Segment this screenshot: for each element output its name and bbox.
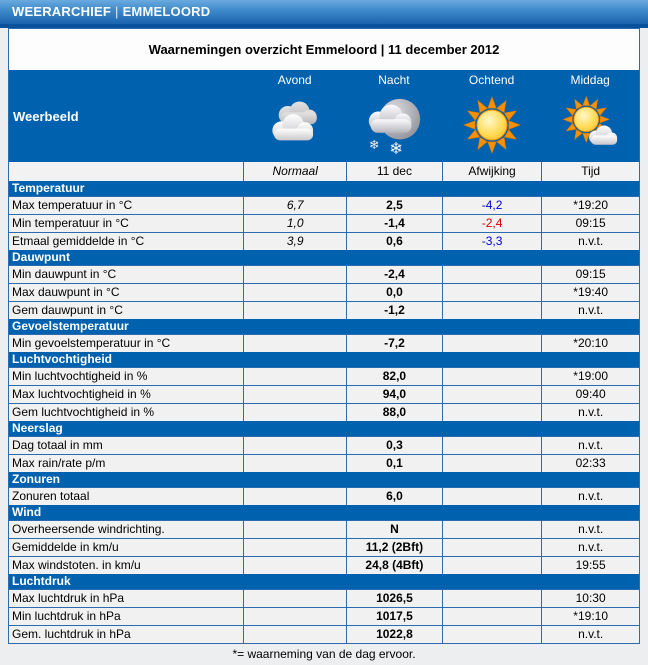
row-afwijking-value bbox=[442, 302, 542, 319]
row-label: Gemiddelde in km/u bbox=[12, 540, 119, 554]
row-normaal-value bbox=[243, 284, 346, 301]
row-normaal-value: 6,7 bbox=[243, 197, 346, 214]
row-normaal-value bbox=[243, 590, 346, 607]
row-tijd-value: *19:20 bbox=[541, 197, 639, 214]
row-measured-value: 0,0 bbox=[346, 284, 442, 301]
row-measured-value: 88,0 bbox=[346, 404, 442, 421]
table-row bbox=[9, 385, 639, 403]
column-header-normaal: Normaal bbox=[243, 162, 346, 181]
table-section bbox=[9, 574, 639, 643]
period-label-ochtend: Ochtend bbox=[468, 73, 515, 87]
row-normaal-value bbox=[243, 302, 346, 319]
table-row bbox=[9, 556, 639, 574]
section-header-label: Dauwpunt bbox=[12, 250, 70, 264]
table-row bbox=[9, 334, 639, 352]
row-afwijking-value bbox=[442, 488, 542, 505]
section-header-label: Luchtvochtigheid bbox=[12, 352, 112, 366]
table-row bbox=[9, 520, 639, 538]
moon-cloud-snow-icon bbox=[363, 87, 425, 162]
table-row bbox=[9, 607, 639, 625]
table-section bbox=[9, 250, 639, 319]
top-header-bar bbox=[0, 0, 648, 28]
row-measured-value: N bbox=[346, 521, 442, 538]
section-header-label: Gevoelstemperatuur bbox=[12, 319, 129, 333]
row-measured-value: 1017,5 bbox=[346, 608, 442, 625]
table-row bbox=[9, 265, 639, 283]
section-header bbox=[9, 574, 639, 589]
row-measured-value: 82,0 bbox=[346, 368, 442, 385]
row-tijd-value: 10:30 bbox=[541, 590, 639, 607]
table-row bbox=[9, 214, 639, 232]
row-afwijking-value bbox=[442, 266, 542, 283]
section-header bbox=[9, 319, 639, 334]
row-measured-value: -7,2 bbox=[346, 335, 442, 352]
observations-table bbox=[8, 28, 640, 644]
weerbeeld-row bbox=[9, 70, 639, 162]
row-tijd-value: n.v.t. bbox=[541, 404, 639, 421]
row-label: Min luchtdruk in hPa bbox=[12, 609, 121, 623]
table-row bbox=[9, 367, 639, 385]
sun-with-cloud-icon bbox=[560, 87, 620, 162]
row-label: Etmaal gemiddelde in °C bbox=[12, 234, 145, 248]
row-normaal-value bbox=[243, 368, 346, 385]
table-row bbox=[9, 454, 639, 472]
row-label: Min luchtvochtigheid in % bbox=[12, 369, 148, 383]
row-tijd-value: 09:40 bbox=[541, 386, 639, 403]
table-row bbox=[9, 403, 639, 421]
row-normaal-value bbox=[243, 608, 346, 625]
brand-separator: | bbox=[114, 4, 119, 19]
row-normaal-value bbox=[243, 539, 346, 556]
section-header bbox=[9, 421, 639, 436]
table-row bbox=[9, 538, 639, 556]
row-label: Min dauwpunt in °C bbox=[12, 267, 117, 281]
row-afwijking-value bbox=[442, 386, 542, 403]
section-header-label: Luchtdruk bbox=[12, 574, 71, 588]
section-header bbox=[9, 250, 639, 265]
section-header-label: Wind bbox=[12, 505, 42, 519]
period-label-avond: Avond bbox=[277, 73, 312, 87]
row-normaal-value bbox=[243, 404, 346, 421]
page-content bbox=[8, 28, 640, 661]
row-measured-value: 1026,5 bbox=[346, 590, 442, 607]
section-header-label: Temperatuur bbox=[12, 181, 85, 195]
row-tijd-value: 09:15 bbox=[541, 266, 639, 283]
footnote: *= waarneming van de dag ervoor. bbox=[232, 647, 416, 661]
row-tijd-value: *20:10 bbox=[541, 335, 639, 352]
row-afwijking-value: -2,4 bbox=[442, 215, 542, 232]
row-measured-value: 94,0 bbox=[346, 386, 442, 403]
cloudy-icon bbox=[266, 87, 324, 162]
row-tijd-value: n.v.t. bbox=[541, 488, 639, 505]
row-label: Max windstoten. in km/u bbox=[12, 558, 141, 572]
row-afwijking-value bbox=[442, 608, 542, 625]
row-label: Overheersende windrichting. bbox=[12, 522, 165, 536]
period-avond bbox=[243, 70, 346, 162]
row-label: Zonuren totaal bbox=[12, 489, 90, 503]
row-measured-value: 0,1 bbox=[346, 455, 442, 472]
row-label: Max temperatuur in °C bbox=[12, 198, 133, 212]
row-afwijking-value bbox=[442, 539, 542, 556]
table-row bbox=[9, 487, 639, 505]
row-normaal-value: 1,0 bbox=[243, 215, 346, 232]
row-tijd-value: 09:15 bbox=[541, 215, 639, 232]
row-afwijking-value bbox=[442, 557, 542, 574]
site-brand: WEERARCHIEF bbox=[12, 4, 111, 19]
row-label: Max rain/rate p/m bbox=[12, 456, 106, 470]
section-header bbox=[9, 505, 639, 520]
row-afwijking-value bbox=[442, 626, 542, 643]
row-tijd-value: n.v.t. bbox=[541, 437, 639, 454]
row-afwijking-value bbox=[442, 455, 542, 472]
row-afwijking-value bbox=[442, 590, 542, 607]
row-measured-value: 0,3 bbox=[346, 437, 442, 454]
row-normaal-value: 3,9 bbox=[243, 233, 346, 250]
column-header-afwijking: Afwijking bbox=[442, 162, 542, 181]
location-label: EMMELOORD bbox=[122, 4, 211, 19]
row-measured-value: 1022,8 bbox=[346, 626, 442, 643]
row-normaal-value bbox=[243, 488, 346, 505]
row-tijd-value: *19:00 bbox=[541, 368, 639, 385]
row-tijd-value: 19:55 bbox=[541, 557, 639, 574]
row-afwijking-value bbox=[442, 284, 542, 301]
section-header-label: Neerslag bbox=[12, 421, 63, 435]
section-header bbox=[9, 181, 639, 196]
svg-text:❄: ❄ bbox=[389, 138, 403, 156]
section-header-label: Zonuren bbox=[12, 472, 60, 486]
row-normaal-value bbox=[243, 521, 346, 538]
table-section bbox=[9, 472, 639, 505]
row-label: Max luchtdruk in hPa bbox=[12, 591, 125, 605]
row-label: Dag totaal in mm bbox=[12, 438, 103, 452]
table-section bbox=[9, 352, 639, 421]
row-measured-value: -2,4 bbox=[346, 266, 442, 283]
table-row bbox=[9, 232, 639, 250]
row-afwijking-value bbox=[442, 368, 542, 385]
weerbeeld-label: Weerbeeld bbox=[13, 108, 79, 124]
period-label-nacht: Nacht bbox=[378, 73, 410, 87]
row-tijd-value: n.v.t. bbox=[541, 302, 639, 319]
row-label: Min temperatuur in °C bbox=[12, 216, 129, 230]
page-title bbox=[9, 29, 639, 70]
table-row bbox=[9, 436, 639, 454]
row-normaal-value bbox=[243, 386, 346, 403]
row-normaal-value bbox=[243, 557, 346, 574]
row-normaal-value bbox=[243, 335, 346, 352]
row-label: Max luchtvochtigheid in % bbox=[12, 387, 151, 401]
row-label: Max dauwpunt in °C bbox=[12, 285, 120, 299]
sunny-icon bbox=[462, 87, 522, 162]
row-measured-value: 6,0 bbox=[346, 488, 442, 505]
row-afwijking-value bbox=[442, 335, 542, 352]
row-normaal-value bbox=[243, 455, 346, 472]
column-header-spacer bbox=[9, 162, 243, 181]
table-section bbox=[9, 319, 639, 352]
row-tijd-value: n.v.t. bbox=[541, 626, 639, 643]
row-afwijking-value: -4,2 bbox=[442, 197, 542, 214]
row-tijd-value: 02:33 bbox=[541, 455, 639, 472]
table-section bbox=[9, 181, 639, 250]
row-normaal-value bbox=[243, 266, 346, 283]
row-afwijking-value: -3,3 bbox=[442, 233, 542, 250]
section-header bbox=[9, 472, 639, 487]
table-section bbox=[9, 421, 639, 472]
row-tijd-value: n.v.t. bbox=[541, 539, 639, 556]
row-tijd-value: *19:40 bbox=[541, 284, 639, 301]
column-header-row bbox=[9, 162, 639, 181]
row-label: Gem. luchtdruk in hPa bbox=[12, 627, 131, 641]
period-nacht bbox=[346, 70, 442, 162]
svg-text:❄: ❄ bbox=[368, 136, 380, 152]
row-measured-value: -1,2 bbox=[346, 302, 442, 319]
table-row bbox=[9, 196, 639, 214]
row-tijd-value: n.v.t. bbox=[541, 521, 639, 538]
row-afwijking-value bbox=[442, 521, 542, 538]
table-row bbox=[9, 301, 639, 319]
table-row bbox=[9, 589, 639, 607]
period-ochtend bbox=[442, 70, 542, 162]
row-label: Min gevoelstemperatuur in °C bbox=[12, 336, 171, 350]
period-label-middag: Middag bbox=[570, 73, 610, 87]
row-measured-value: -1,4 bbox=[346, 215, 442, 232]
row-measured-value: 2,5 bbox=[346, 197, 442, 214]
section-header bbox=[9, 352, 639, 367]
row-measured-value: 24,8 (4Bft) bbox=[346, 557, 442, 574]
period-middag bbox=[541, 70, 639, 162]
page-title-text: Waarnemingen overzicht Emmeloord | 11 december 2012 bbox=[148, 42, 500, 57]
column-header-tijd: Tijd bbox=[541, 162, 639, 181]
row-normaal-value bbox=[243, 626, 346, 643]
row-afwijking-value bbox=[442, 437, 542, 454]
row-label: Gem dauwpunt in °C bbox=[12, 303, 123, 317]
row-tijd-value: *19:10 bbox=[541, 608, 639, 625]
sections-container bbox=[9, 181, 639, 643]
table-row bbox=[9, 625, 639, 643]
row-measured-value: 0,6 bbox=[346, 233, 442, 250]
row-normaal-value bbox=[243, 437, 346, 454]
row-afwijking-value bbox=[442, 404, 542, 421]
table-section bbox=[9, 505, 639, 574]
row-label: Gem luchtvochtigheid in % bbox=[12, 405, 155, 419]
row-measured-value: 11,2 (2Bft) bbox=[346, 539, 442, 556]
row-tijd-value: n.v.t. bbox=[541, 233, 639, 250]
column-header-date: 11 dec bbox=[346, 162, 442, 181]
table-row bbox=[9, 283, 639, 301]
